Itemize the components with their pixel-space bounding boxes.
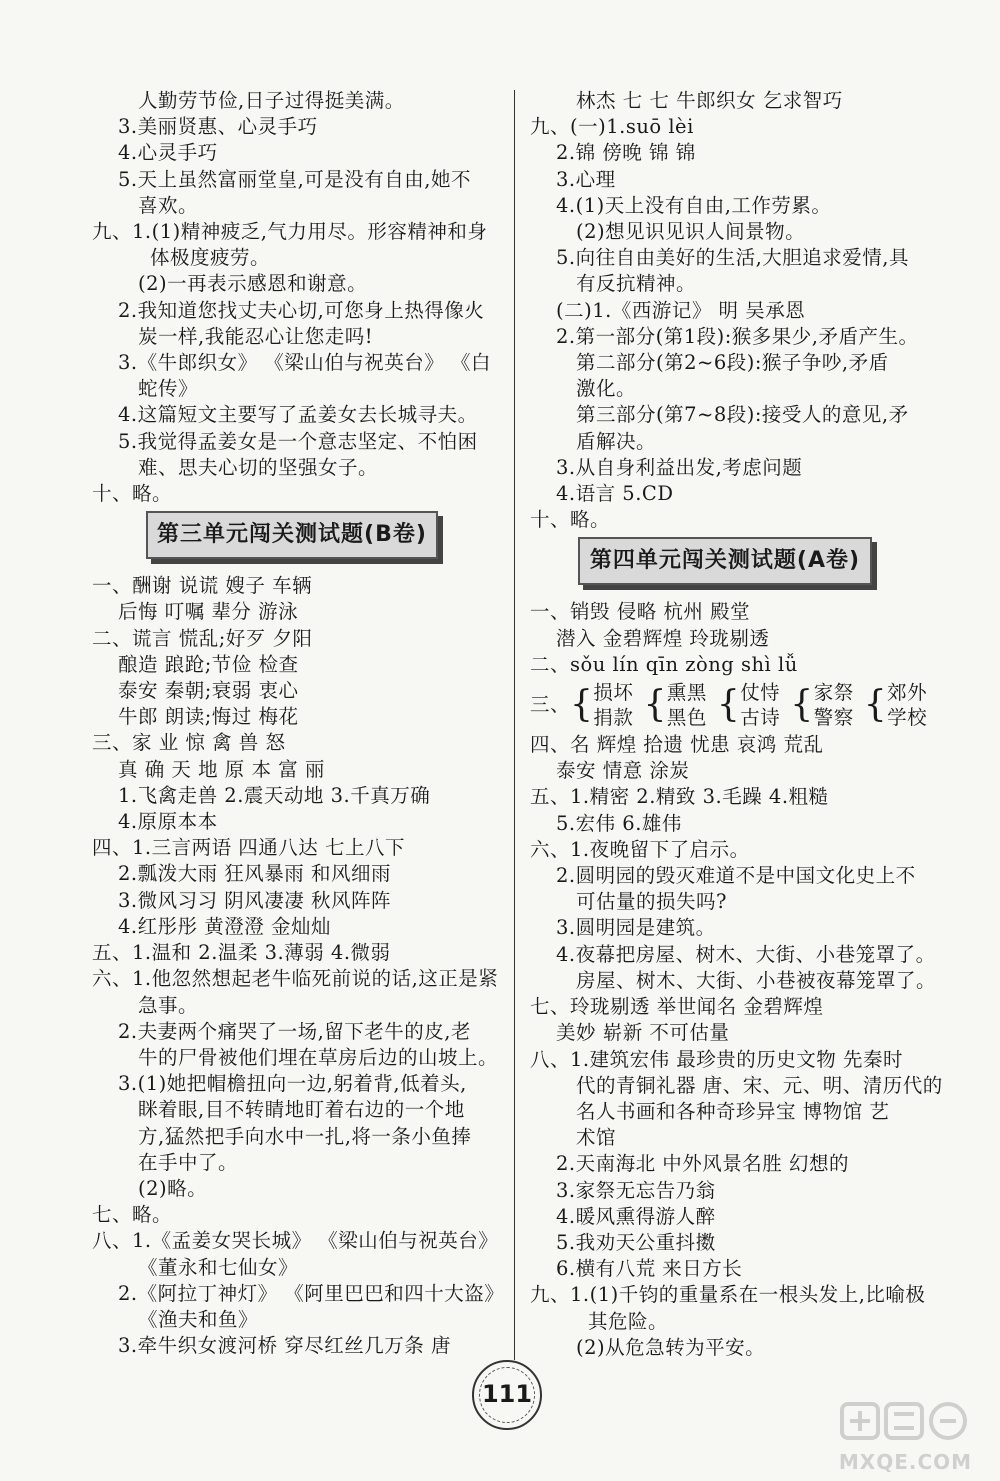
answer-line: (二)1.《西游记》 明 吴承恩 — [556, 298, 806, 322]
left-column — [92, 88, 505, 1359]
brace-group-row — [530, 678, 950, 732]
answer-line: 九、(一)1.suō lèi — [530, 115, 694, 139]
section-title: 第三单元闯关测试题(B卷) — [146, 511, 438, 559]
answer-line: 难、思夫心切的坚强女子。 — [138, 455, 379, 479]
watermark — [818, 1398, 993, 1478]
answer-line: 二、sǒu lín qīn zòng shì lǚ — [530, 652, 798, 676]
brace-word: 家祭 — [813, 681, 854, 705]
brace-icon: { — [863, 684, 888, 726]
page-number-badge — [472, 1360, 542, 1430]
answer-line: 四、名 辉煌 拾遗 忧患 哀鸿 荒乱 — [530, 733, 824, 757]
answer-line: 2.我知道您找丈夫心切,可您身上热得像火 — [118, 298, 485, 322]
brace-group — [717, 680, 780, 730]
answer-line: 四、1.三言两语 四通八达 七上八下 — [92, 836, 406, 860]
brace-icon: { — [716, 684, 741, 726]
answer-line: 三、家 业 惊 禽 兽 怒 — [92, 731, 286, 755]
brace-word: 损坏 — [593, 681, 634, 705]
answer-line: 2.瓢泼大雨 狂风暴雨 和风细雨 — [118, 862, 392, 886]
question-number: 三、 — [530, 692, 571, 716]
answer-line: 一、销毁 侵略 杭州 殿堂 — [530, 600, 751, 624]
answer-line: 6.横有八荒 来日方长 — [556, 1257, 743, 1281]
answer-line: 泰安 秦朝;衰弱 衷心 — [118, 679, 299, 703]
answer-line: 2.天南海北 中外风景名胜 幻想的 — [556, 1152, 850, 1176]
answer-line: 牛郎 朗读;悔过 梅花 — [118, 705, 299, 729]
answer-line: 4.暖风熏得游人醉 — [556, 1204, 716, 1228]
brace-group — [864, 680, 927, 730]
answer-line: 4.原原本本 — [118, 810, 218, 834]
answer-line: 有反抗精神。 — [576, 272, 697, 296]
brace-group — [790, 680, 853, 730]
answer-line: 2.锦 傍晚 锦 锦 — [556, 141, 696, 165]
answer-line: 4.语言 5.CD — [556, 482, 674, 506]
answer-line: 六、1.他忽然想起老牛临死前说的话,这正是紧 — [92, 967, 499, 991]
brace-word: 警察 — [813, 706, 854, 730]
answer-line: 3.牵牛织女渡河桥 穿尽红丝几万条 唐 — [118, 1334, 452, 1358]
answer-line: 真 确 天 地 原 本 富 丽 — [118, 757, 325, 781]
answer-line: 二、谎言 慌乱;好歹 夕阳 — [92, 626, 313, 650]
answer-line: 第二部分(第2~6段):猴子争吵,矛盾 — [576, 351, 889, 375]
answer-line: 十、略。 — [92, 482, 173, 506]
answer-line: 《渔夫和鱼》 — [138, 1307, 259, 1331]
watermark-url: MXQE.COM — [838, 1450, 973, 1474]
brace-word: 学校 — [887, 706, 928, 730]
answer-line: 八、1.建筑宏伟 最珍贵的历史文物 先秦时 — [530, 1047, 904, 1071]
right-top-answers — [530, 88, 950, 533]
answer-line: (2)从危急转为平安。 — [576, 1335, 766, 1359]
answer-line: 七、玲珑剔透 举世闻名 金碧辉煌 — [530, 995, 824, 1019]
answer-line: 其危险。 — [588, 1309, 669, 1333]
answer-line: 八、1.《孟姜女哭长城》 《梁山伯与祝英台》 — [92, 1229, 499, 1253]
answer-line: 体极度疲劳。 — [150, 246, 271, 270]
left-top-answers — [92, 88, 502, 507]
right-bottom-answers-b — [530, 732, 950, 1361]
answer-line: 2.第一部分(第1段):猴多果少,矛盾产生。 — [556, 324, 919, 348]
answer-line: 人勤劳节俭,日子过得挺美满。 — [138, 89, 405, 112]
answer-line: (2)想见识见识人间景物。 — [576, 220, 806, 244]
answer-line: 4.红彤彤 黄澄澄 金灿灿 — [118, 914, 332, 938]
answer-line: 牛的尸骨被他们埋在草房后边的山坡上。 — [138, 1045, 499, 1069]
answer-line: 4.心灵手巧 — [118, 141, 218, 165]
brace-word: 仗恃 — [740, 681, 781, 705]
brace-group — [570, 680, 633, 730]
answer-line: 激化。 — [576, 377, 637, 401]
answer-line: 3.圆明园是建筑。 — [556, 916, 716, 940]
answer-line: 蛇传》 — [138, 377, 199, 401]
answer-line: 5.我觉得孟姜女是一个意志坚定、不怕困 — [118, 429, 478, 453]
brace-word: 古诗 — [740, 706, 781, 730]
answer-line: 名人书画和各种奇珍异宝 博物馆 艺 — [576, 1099, 890, 1123]
answer-line: 急事。 — [138, 993, 199, 1017]
answer-line: 五、1.精密 2.精致 3.毛躁 4.粗糙 — [530, 785, 829, 809]
brace-word: 黑色 — [666, 706, 707, 730]
answer-line: 十、略。 — [530, 508, 611, 532]
answer-line: 5.宏伟 6.雄伟 — [556, 811, 682, 835]
answer-line: 可估量的损失吗? — [576, 890, 727, 914]
brace-word: 郊外 — [887, 681, 928, 705]
answer-line: 酿造 踉跄;节俭 检查 — [118, 652, 299, 676]
answer-line: 2.圆明园的毁灭难道不是中国文化史上不 — [556, 864, 916, 888]
answer-line: 喜欢。 — [138, 193, 199, 217]
answer-line: 3.微风习习 阴风凄凄 秋风阵阵 — [118, 888, 392, 912]
answer-line: 4.夜幕把房屋、树木、大街、小巷笼罩了。 — [556, 942, 936, 966]
answer-line: (2)略。 — [138, 1176, 208, 1200]
answer-line: 4.这篇短文主要写了孟姜女去长城寻夫。 — [118, 403, 478, 427]
right-bottom-answers-a — [530, 599, 950, 678]
answer-line: 五、1.温和 2.温柔 3.薄弱 4.微弱 — [92, 941, 391, 965]
answer-line: 5.向往自由美好的生活,大胆追求爱情,具 — [556, 246, 910, 270]
answer-line: 一、酬谢 说谎 嫂子 车辆 — [92, 574, 313, 598]
brace-icon: { — [570, 684, 594, 726]
answer-line: 美妙 崭新 不可估量 — [556, 1021, 730, 1045]
answer-line: 潜入 金碧辉煌 玲珑剔透 — [556, 626, 770, 650]
brace-group — [643, 680, 706, 730]
brace-word: 捐款 — [593, 706, 634, 730]
page-number: 111 — [481, 1380, 533, 1408]
right-column — [530, 88, 950, 1361]
answer-line: 七、略。 — [92, 1203, 173, 1227]
brace-word: 熏黑 — [666, 681, 707, 705]
answer-line: 3.家祭无忘告乃翁 — [556, 1178, 716, 1202]
left-bottom-answers — [92, 573, 505, 1359]
section-banner-unit4-a — [530, 537, 950, 593]
answer-line: 第三部分(第7~8段):接受人的意见,矛 — [576, 403, 909, 427]
answer-line: 六、1.夜晚留下了启示。 — [530, 837, 750, 861]
watermark-logo-icon — [840, 1400, 970, 1444]
answer-line: 房屋、树木、大街、小巷被夜幕笼罩了。 — [576, 968, 937, 992]
answer-line: 代的青铜礼器 唐、宋、元、明、清历代的 — [576, 1073, 943, 1097]
answer-line: 在手中了。 — [138, 1150, 239, 1174]
answer-line: 九、1.(1)精神疲乏,气力用尽。形容精神和身 — [92, 220, 488, 244]
brace-icon: { — [643, 684, 667, 726]
answer-line: 2.夫妻两个痛哭了一场,留下老牛的皮,老 — [118, 1019, 472, 1043]
brace-icon: { — [790, 684, 814, 726]
answer-line: 3.心理 — [556, 167, 616, 191]
answer-line: 眯着眼,目不转睛地盯着右边的一个地 — [138, 1098, 465, 1122]
answer-line: (2)一再表示感恩和谢意。 — [138, 272, 368, 296]
answer-line: 2.《阿拉丁神灯》 《阿里巴巴和四十大盗》 — [118, 1281, 505, 1305]
answer-line: 泰安 情意 涂炭 — [556, 759, 690, 783]
answer-line: 炭一样,我能忍心让您走吗! — [138, 324, 374, 348]
answer-line: 3.(1)她把帽檐扭向一边,躬着背,低着头, — [118, 1072, 467, 1096]
answer-line: 后悔 叮嘱 辈分 游泳 — [118, 600, 299, 624]
answer-line: 4.(1)天上没有自由,工作劳累。 — [556, 193, 832, 217]
answer-line: 《董永和七仙女》 — [138, 1255, 299, 1279]
answer-line: 林杰 七 七 牛郎织女 乞求智巧 — [576, 89, 843, 112]
answer-line: 3.美丽贤惠、心灵手巧 — [118, 115, 318, 139]
column-divider — [514, 90, 515, 1360]
answer-line: 3.《牛郎织女》 《梁山伯与祝英台》 《白 — [118, 351, 492, 375]
answer-line: 术馆 — [576, 1126, 617, 1150]
answer-line: 九、1.(1)千钧的重量系在一根头发上,比喻极 — [530, 1283, 926, 1307]
answer-line: 5.我劝天公重抖擞 — [556, 1230, 716, 1254]
answer-line: 1.飞禽走兽 2.震天动地 3.千真万确 — [118, 783, 431, 807]
answer-line: 方,猛然把手向水中一扎,将一条小鱼捧 — [138, 1124, 472, 1148]
answer-line: 盾解决。 — [576, 429, 657, 453]
answer-line: 3.从自身利益出发,考虑问题 — [556, 455, 803, 479]
section-banner-unit3-b — [92, 511, 502, 567]
answer-line: 5.天上虽然富丽堂皇,可是没有自由,她不 — [118, 167, 472, 191]
section-title: 第四单元闯关测试题(A卷) — [578, 537, 872, 585]
